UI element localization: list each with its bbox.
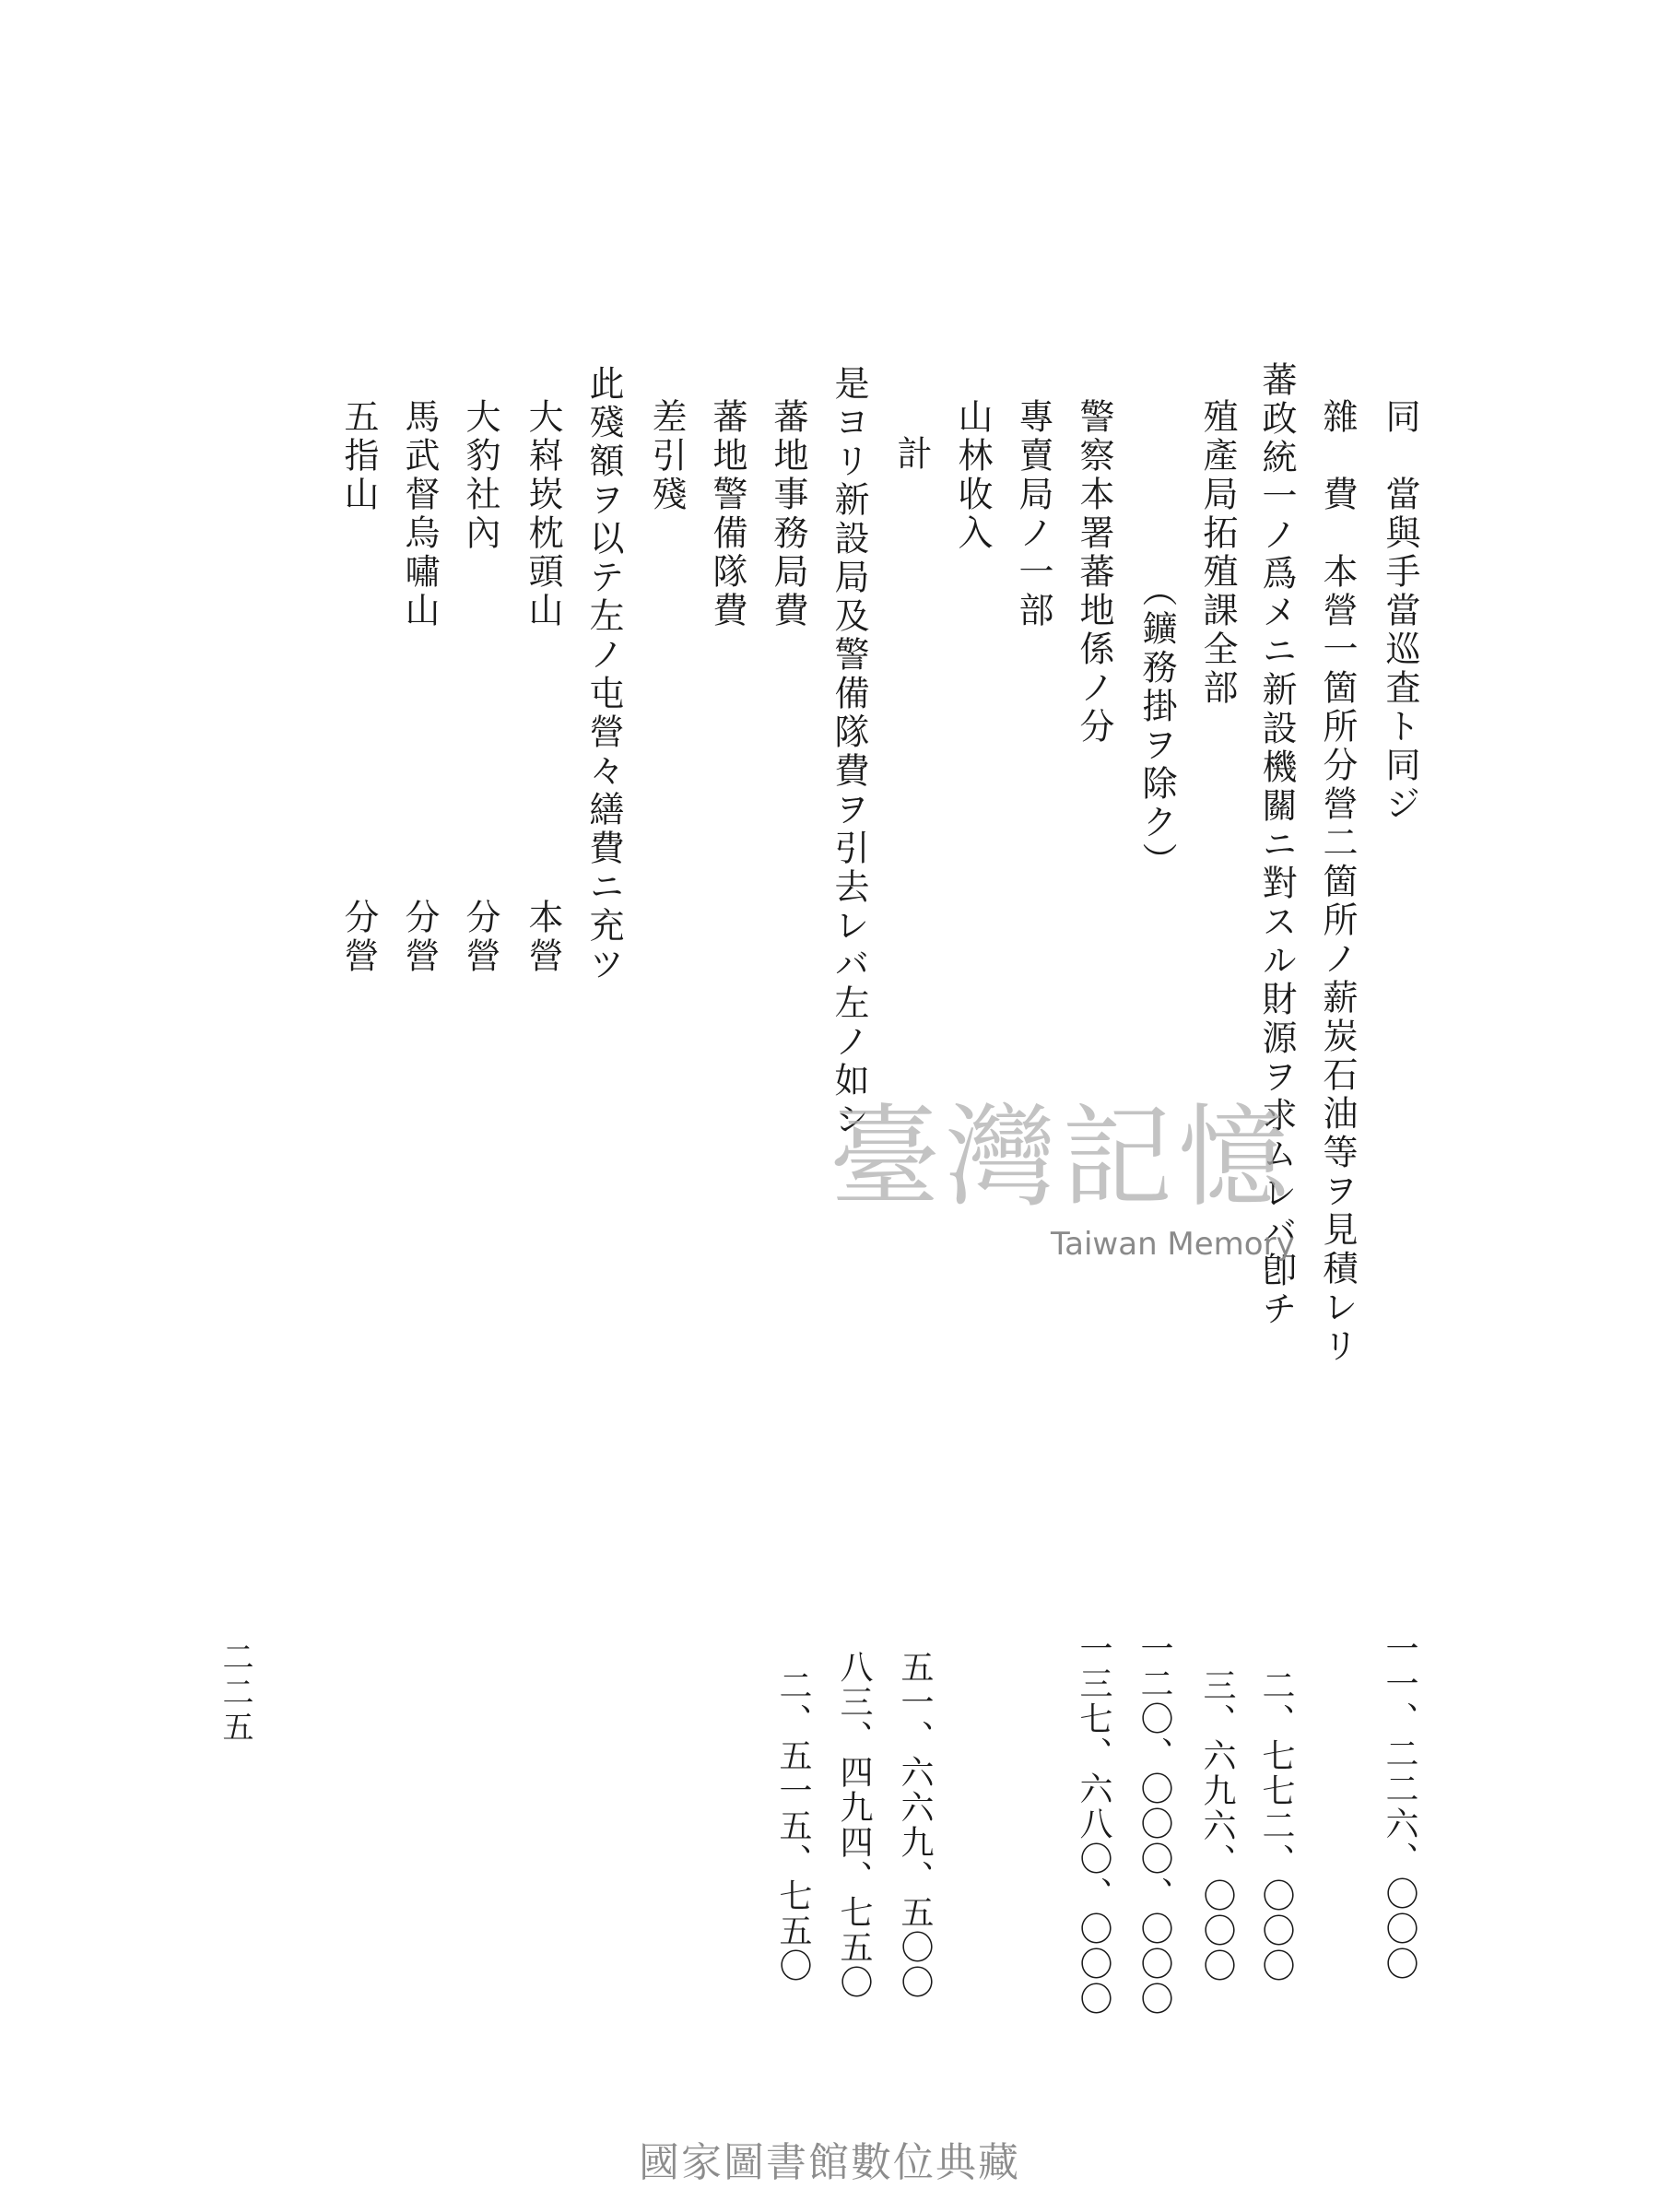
text-line-14: 此殘額ヲ以テ左ノ屯營々繕費ニ充ツ <box>583 365 624 984</box>
amount-8: 二、五一五、七五〇 <box>774 1668 812 1983</box>
page-number: 二二五 <box>217 1641 253 1746</box>
amount-2: 二、七七二、〇〇〇 <box>1257 1668 1295 1983</box>
text-line-6: 警察本署蕃地係ノ分 <box>1074 398 1114 747</box>
text-line-5: （鑛務掛ヲ除ク） <box>1136 571 1177 881</box>
text-line-9: 計 <box>891 435 932 474</box>
text-line-13: 差引殘 <box>646 398 687 514</box>
text-line-16: 大豹社內 <box>460 398 500 553</box>
post-label-2: 分營 <box>460 899 500 976</box>
text-line-1: 同 當與手當巡査ト同ジ <box>1380 398 1420 824</box>
text-line-7: 專賣局ノ一部 <box>1013 398 1053 630</box>
amount-6: 五一、六六九、五〇〇 <box>896 1650 934 2000</box>
text-line-3: 蕃政統一ノ爲メニ新設機關ニ對スル財源ヲ求ムレバ卽チ <box>1256 361 1297 1329</box>
amount-7: 八三、四九四、七五〇 <box>835 1650 873 2000</box>
text-line-2: 雜 費 本營一箇所分營二箇所ノ薪炭石油等ヲ見積レリ <box>1317 398 1358 1366</box>
text-line-15: 大嵙崁枕頭山 <box>523 398 563 630</box>
text-line-12: 蕃地警備隊費 <box>707 398 747 630</box>
footer-credit: 國家圖書館數位典藏 <box>639 2139 1020 2186</box>
watermark-subtitle: Taiwan Memory <box>1051 1226 1295 1263</box>
text-line-4: 殖產局拓殖課全部 <box>1197 398 1238 708</box>
post-label-1: 本營 <box>523 899 563 976</box>
watermark-logo-text: 臺灣記憶 <box>830 1094 1294 1222</box>
text-line-10: 是ヨリ新設局及警備隊費ヲ引去レバ左ノ如シ <box>829 365 869 1139</box>
amount-3: 三、六九六、〇〇〇 <box>1198 1668 1236 1983</box>
amount-4: 一二〇、〇〇〇、〇〇〇 <box>1135 1631 1173 2017</box>
text-line-11: 蕃地事務局費 <box>768 398 808 630</box>
post-label-4: 分營 <box>338 899 379 976</box>
text-line-18: 五指山 <box>338 398 379 514</box>
text-line-8: 山林收入 <box>952 398 993 553</box>
text-line-17: 馬武督烏嘯山 <box>399 398 440 630</box>
post-label-3: 分營 <box>399 899 440 976</box>
amount-1: 一一、二二六、〇〇〇 <box>1381 1631 1418 1982</box>
amount-5: 一三七、六八〇、〇〇〇 <box>1075 1631 1112 2017</box>
